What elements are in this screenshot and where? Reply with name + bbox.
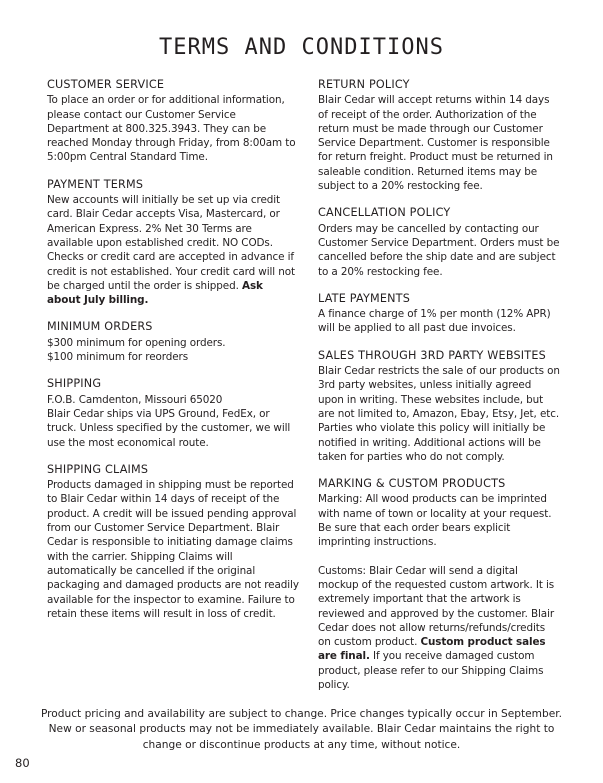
minimum-orders-section	[47, 320, 299, 364]
section-body: Blair Cedar will accept returns within 14 days of receipt of the order. Authorization of the return must be made through our Customer Service Department. Customer is responsible for return freight. Product must be returned in saleable condition. Returned items may be subject to a 20% restocking fee.	[318, 94, 553, 193]
section-heading: CANCELLATION POLICY	[318, 206, 451, 220]
section-body: A finance charge of 1% per month (12% APR) will be applied to all past due invoices.	[318, 308, 551, 335]
section-heading: SHIPPING CLAIMS	[47, 462, 149, 476]
right-column	[318, 78, 560, 705]
opening-order-minimum: $300 minimum for opening orders.	[47, 336, 226, 349]
payment-terms-section	[47, 178, 299, 308]
section-body: To place an order or for additional information, please contact our Customer Service Department at 800.325.3943. They can be reached Monday through Friday, from 8:00am to 5:00pm Central Standard Time.	[47, 94, 296, 164]
third-party-sales-section	[318, 349, 560, 464]
section-heading: CUSTOMER SERVICE	[47, 78, 165, 91]
cancellation-policy-section	[318, 206, 560, 278]
section-heading: RETURN POLICY	[318, 78, 410, 91]
section-heading: LATE PAYMENTS	[318, 291, 411, 305]
marking-custom-section	[318, 477, 560, 692]
fob-location: F.O.B. Camdenton, Missouri 65020	[47, 393, 223, 406]
customs-text-end: If you receive damaged custom product, please refer to our Shipping Claims policy.	[318, 650, 544, 691]
customer-service-section	[47, 78, 299, 165]
shipping-claims-section	[47, 463, 299, 621]
late-payments-section	[318, 292, 560, 336]
custom-sales-final-note: Custom product sales are final.	[318, 636, 546, 663]
section-body	[47, 193, 299, 307]
customs-text: Customs: Blair Cedar will send a digital mockup of the requested custom artwork. It is extremely important that the artwork is reviewed and approved by the customer. Blair Cedar does not allow returns/refunds/credits on custom product.	[318, 564, 555, 649]
reorder-minimum: $100 minimum for reorders	[47, 351, 189, 364]
return-policy-section	[318, 78, 560, 193]
pricing-disclaimer: Product pricing and availability are subject to change. Price changes typically occur in September. New or seasonal products may not be immediately available. Blair Cedar maintains the right to change or discontinue products at any time, without notice.	[40, 708, 562, 751]
page-number: 80	[15, 756, 30, 770]
section-body-text: New accounts will initially be set up via credit card. Blair Cedar accepts Visa, Mastercard, or American Express. 2% Net 30 Terms are available upon established credit. NO CODs. Checks or credit card are accepted in advance if credit is not established. Your credit card will not be charged until the order is shipped.	[47, 194, 295, 292]
customs-paragraph	[318, 564, 560, 693]
left-column	[47, 78, 299, 634]
section-body: Blair Cedar ships via UPS Ground, FedEx, or truck. Unless specified by the customer, we will use the most economical route.	[47, 407, 291, 449]
marking-paragraph: Marking: All wood products can be imprinted with name of town or locality at your request. Be sure that each order bears explicit imprinting instructions.	[318, 493, 552, 549]
page-title: TERMS AND CONDITIONS	[159, 35, 444, 60]
shipping-section	[47, 377, 299, 449]
july-billing-note: Ask about July billing.	[47, 279, 263, 307]
section-heading: MARKING & CUSTOM PRODUCTS	[318, 477, 506, 491]
section-heading: MINIMUM ORDERS	[47, 320, 153, 334]
section-heading: PAYMENT TERMS	[47, 177, 144, 191]
section-heading: SALES THROUGH 3RD PARTY WEBSITES	[318, 348, 546, 362]
section-heading: SHIPPING	[47, 377, 102, 391]
paragraph-spacer	[318, 550, 560, 564]
section-body: Orders may be cancelled by contacting our Customer Service Department. Orders must be cancelled before the ship date and are subject to a 20% restocking fee.	[318, 222, 560, 278]
section-body: Products damaged in shipping must be reported to Blair Cedar within 14 days of receipt of the product. A credit will be issued pending approval from our Customer Service Department. Blair Cedar is responsible to initiating damage claims with the carrier. Shipping Claims will automatically be cancelled if the original packaging and damaged products are not readily available for the inspector to examine. Failure to retain these items will result in loss of credit.	[47, 479, 299, 620]
section-body: Blair Cedar restricts the sale of our products on 3rd party websites, unless initially agreed upon in writing. These websites include, but are not limited to, Amazon, Ebay, Etsy, Jet, etc. Parties who violate this policy will initially be notified in writing. Additional actions will be taken for parties who do not comply.	[318, 365, 560, 463]
